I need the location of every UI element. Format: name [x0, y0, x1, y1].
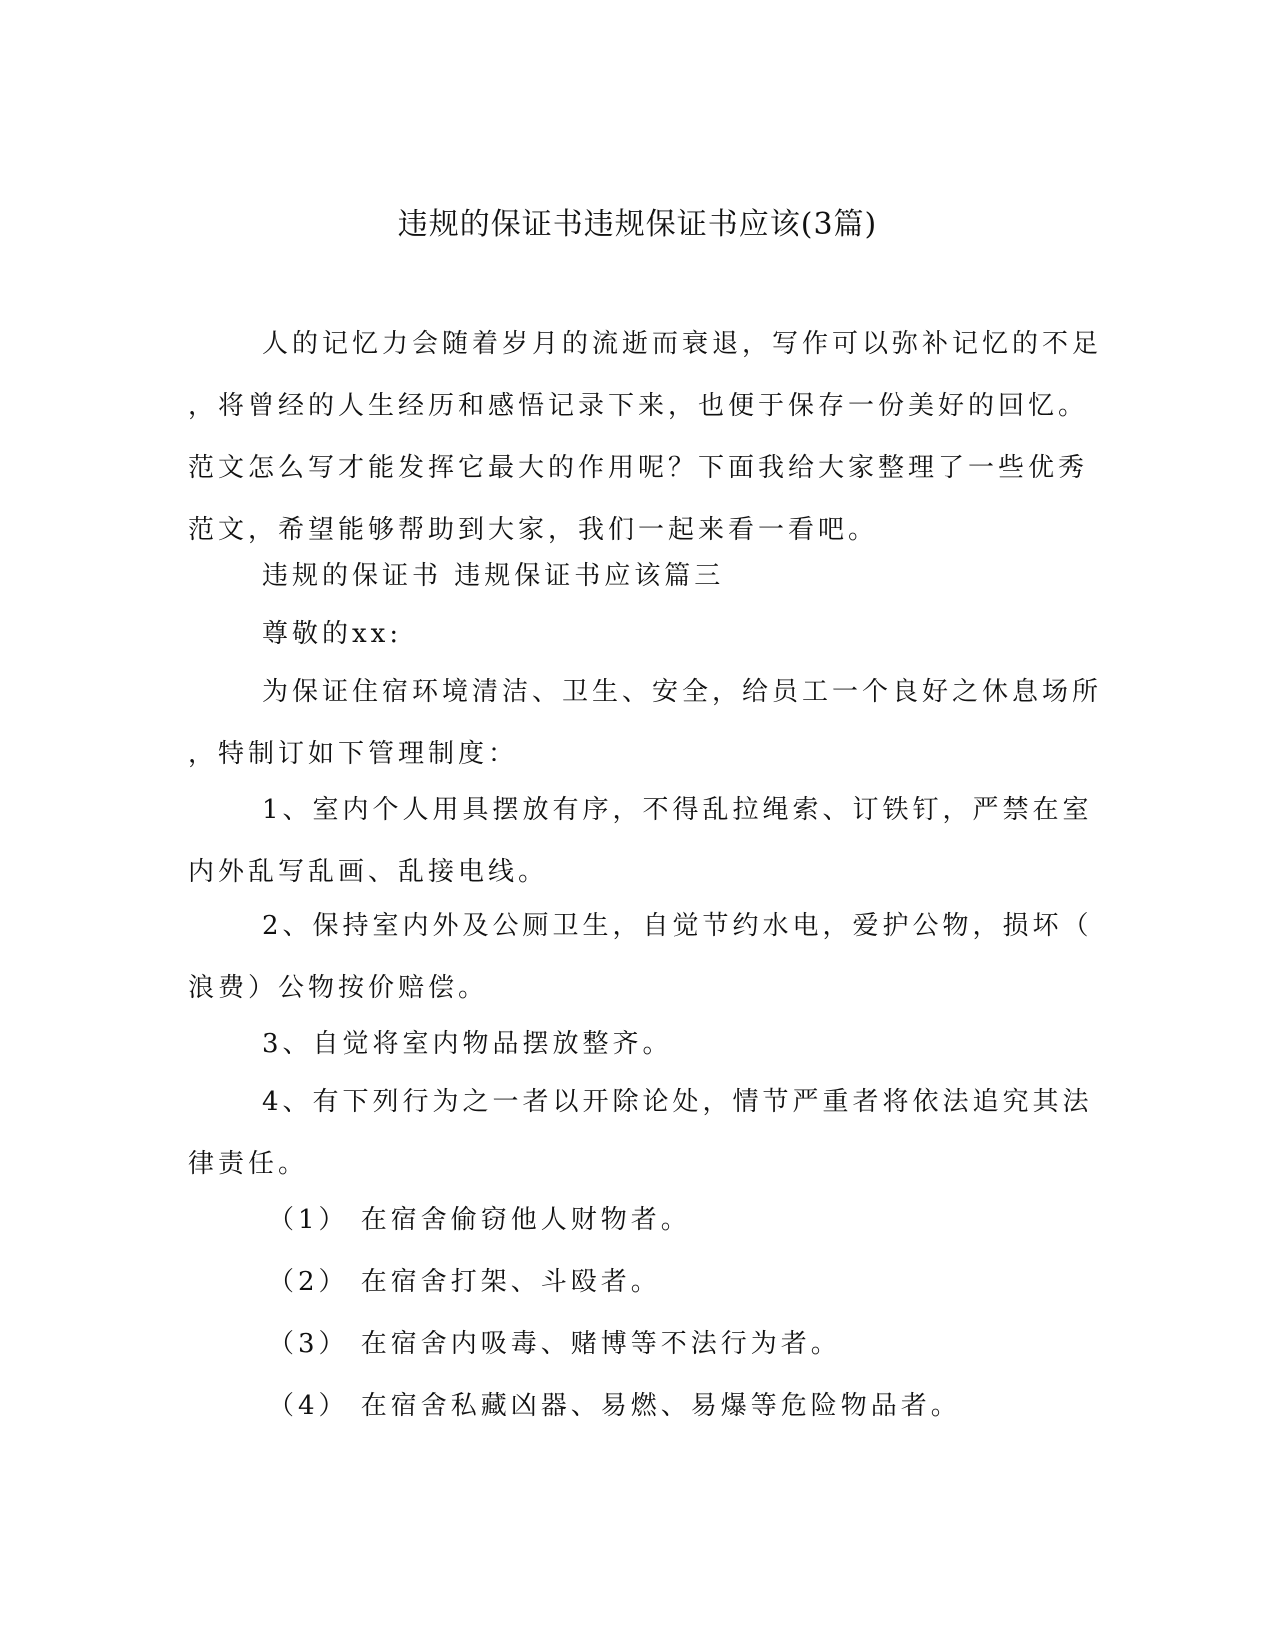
rule-line: 2、保持室内外及公厕卫生，自觉节约水电，爱护公物，损坏（ — [262, 911, 1093, 941]
rule-1 — [188, 779, 1093, 903]
intro-line: 范文怎么写才能发挥它最大的作用呢？下面我给大家整理了一些优秀 — [188, 453, 1089, 483]
subitem: （4） 在宿舍私藏凶器、易燃、易爆等危险物品者。 — [268, 1391, 961, 1421]
rule-line: 内外乱写乱画、乱接电线。 — [188, 857, 549, 887]
subitem: （3） 在宿舍内吸毒、赌博等不法行为者。 — [268, 1329, 841, 1359]
intro-line: 范文，希望能够帮助到大家，我们一起来看一看吧。 — [188, 515, 879, 545]
rule-line: 律责任。 — [188, 1149, 309, 1179]
purpose-paragraph — [188, 661, 1103, 785]
salutation: 尊敬的xx: — [262, 619, 403, 649]
section-heading: 违规的保证书 违规保证书应该篇三 — [262, 561, 725, 591]
purpose-line: ，特制订如下管理制度： — [188, 739, 519, 769]
subitem: （2） 在宿舍打架、斗殴者。 — [268, 1267, 661, 1297]
rule-line: 4、有下列行为之一者以开除论处，情节严重者将依法追究其法 — [262, 1087, 1093, 1117]
rule-4-subitems — [188, 1189, 1078, 1437]
rule-3 — [188, 1013, 1078, 1075]
purpose-line: 为保证住宿环境清洁、卫生、安全，给员工一个良好之休息场所 — [262, 677, 1103, 707]
salutation-block — [188, 603, 1078, 665]
rule-2 — [188, 895, 1093, 1019]
section-heading-block — [188, 545, 1078, 607]
intro-line: 人的记忆力会随着岁月的流逝而衰退，写作可以弥补记忆的不足 — [262, 329, 1103, 359]
document-title: 违规的保证书违规保证书应该(3篇) — [397, 207, 878, 242]
rule-4 — [188, 1071, 1093, 1195]
intro-paragraph — [188, 313, 1103, 561]
intro-line: ，将曾经的人生经历和感悟记录下来，也便于保存一份美好的回忆。 — [188, 391, 1089, 421]
rule-line: 3、自觉将室内物品摆放整齐。 — [262, 1029, 673, 1059]
rule-line: 1、室内个人用具摆放有序，不得乱拉绳索、订铁钉，严禁在室 — [262, 795, 1093, 825]
rule-line: 浪费）公物按价赔偿。 — [188, 973, 489, 1003]
subitem: （1） 在宿舍偷窃他人财物者。 — [268, 1205, 691, 1235]
